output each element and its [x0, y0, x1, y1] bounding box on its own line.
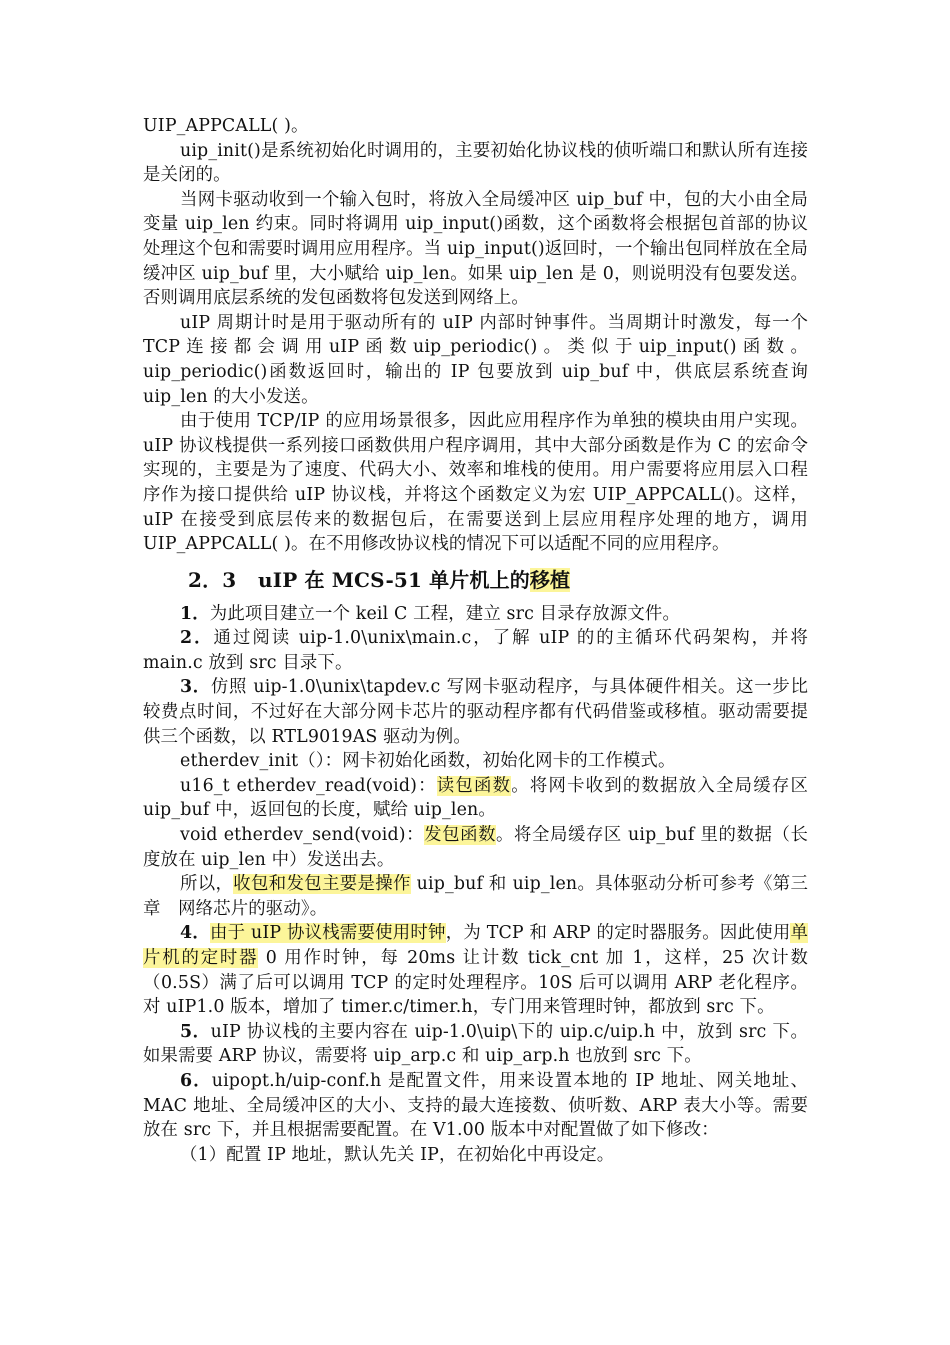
- function-signature: u16_t etherdev_read(void)：: [180, 775, 437, 796]
- paragraph-text: uip_buf 和 uip_len。具体驱动分析可参考《第三章 网络芯片的驱动》。: [143, 874, 808, 919]
- highlighted-text: 发包函数: [424, 825, 497, 846]
- step-item: [143, 921, 808, 1019]
- function-description: etherdev_init（）：网卡初始化函数，初始化网卡的工作模式。: [180, 751, 676, 772]
- paragraph: uIP 周期计时是用于驱动所有的 uIP 内部时钟事件。当周期计时激发，每一个TCP连接都会调用uIP函数uip_periodic()。类似于uip_input()函数。uip_periodic()函数返回时，输出的 IP 包要放到 uip_buf 中，供底层系统查询 uip_len 的大小发送。: [143, 312, 808, 407]
- highlighted-text: 由于 uIP 协议栈需要使用时钟: [209, 923, 446, 944]
- step-text: uIP 协议栈的主要内容在 uip-1.0\uip\下的 uip.c/uip.h 中，放到 src 下。如果需要 ARP 协议，需要将 uip_arp.c 和 uip_arp.h 也放到 src 下。: [143, 1021, 808, 1067]
- highlighted-text: 收包和发包主要是操作: [233, 874, 411, 895]
- step-number: 4．: [180, 923, 210, 944]
- highlighted-text: 移植: [529, 567, 571, 592]
- function-signature: void etherdev_send(void)：: [180, 825, 425, 846]
- step-text: 为此项目建立一个 keil C 工程，建立 src 目录存放源文件。: [209, 603, 680, 624]
- step-number: 6．: [180, 1070, 212, 1091]
- paragraph: UIP_APPCALL( )。: [143, 116, 309, 136]
- step-item: [143, 1069, 808, 1143]
- step-number: 2．: [180, 628, 214, 649]
- highlighted-text: 单片机的定时器: [143, 923, 808, 968]
- document-page: [143, 114, 808, 1167]
- function-detail: 。将网卡收到的数据放入全局缓存区 uip_buf 中，返回包的长度，赋给 uip_len。: [143, 775, 808, 821]
- paragraph: [143, 872, 808, 921]
- step-item: [143, 675, 808, 749]
- step-text: 仿照 uip-1.0\unix\tapdev.c 写网卡驱动程序，与具体硬件相关。这一步比较费点时间，不过好在大部分网卡芯片的驱动程序都有代码借鉴或移植。驱动需要提供三个函数，以 RTL9019AS 驱动为例。: [143, 677, 808, 747]
- step-number: 3．: [180, 677, 211, 698]
- paragraph: uip_init()是系统初始化时调用的，主要初始化协议栈的侦听端口和默认所有连接是关闭的。: [143, 140, 808, 186]
- step-item: [143, 602, 808, 627]
- step-text: 0 用作时钟，每 20ms 让计数 tick_cnt 加 1，这样，25 次计数（0.5S）满了后可以调用 TCP 的定时处理程序。10S 后可以调用 ARP 老化程序。对 uIP1.0 版本，增加了 timer.c/timer.h，专门用来管理时钟，都放到 src 下。: [143, 948, 808, 1018]
- highlighted-text: 读包函数: [436, 775, 512, 796]
- sub-item: （1）配置 IP 地址，默认先关 IP，在初始化中再设定。: [180, 1144, 615, 1165]
- step-item: [143, 1020, 808, 1069]
- paragraph: 当网卡驱动收到一个输入包时，将放入全局缓冲区 uip_buf 中，包的大小由全局变量 uip_len 约束。同时将调用 uip_input()函数，这个函数将会根据包首部的协议处理这个包和需要时调用应用程序。当 uip_input()返回时，一个输出包同样放在全局缓冲区 uip_buf 里，大小赋给 uip_len。如果 uip_len 是 0，则说明没有包要发送。否则调用底层系统的发包函数将包发送到网络上。: [143, 189, 808, 309]
- paragraph: 由于使用 TCP/IP 的应用场景很多，因此应用程序作为单独的模块由用户实现。uIP 协议栈提供一系列接口函数供用户程序调用，其中大部分函数是作为 C 的宏命令实现的，主要是为了速度、代码大小、效率和堆栈的使用。用户需要将应用层入口程序作为接口提供给 uIP 协议栈，并将这个函数定义为宏 UIP_APPCALL()。这样，uIP 在接受到底层传来的数据包后，在需要送到上层应用程序处理的地方，调用 UIP_APPCALL( )。在不用修改协议栈的情况下可以适配不同的应用程序。: [143, 411, 808, 555]
- step-item: [143, 626, 808, 675]
- step-number: 5．: [180, 1021, 211, 1042]
- paragraph-text: 所以，: [180, 874, 234, 895]
- function-description: [143, 823, 808, 872]
- function-description: [143, 774, 808, 823]
- section-number: 2．3: [188, 567, 237, 592]
- function-detail: 。将全局缓存区 uip_buf 里的数据（长度放在 uip_len 中）发送出去。: [143, 825, 808, 870]
- step-text: uipopt.h/uip-conf.h 是配置文件，用来设置本地的 IP 地址、网关地址、MAC 地址、全局缓冲区的大小、支持的最大连接数、侦听数、ARP 表大小等。需要放在 src 下，并且根据需要配置。在 V1.00 版本中对配置做了如下修改：: [143, 1070, 808, 1141]
- step-text: 通过阅读 uip-1.0\unix\main.c，了解 uIP 的的主循环代码架构，并将 main.c 放到 src 目录下。: [143, 628, 808, 673]
- section-heading: [143, 566, 808, 594]
- step-number: 1．: [180, 603, 210, 624]
- step-text: ，为 TCP 和 ARP 的定时器服务。因此使用: [445, 923, 791, 944]
- section-title: uIP 在 MCS-51 单片机上的: [258, 567, 530, 592]
